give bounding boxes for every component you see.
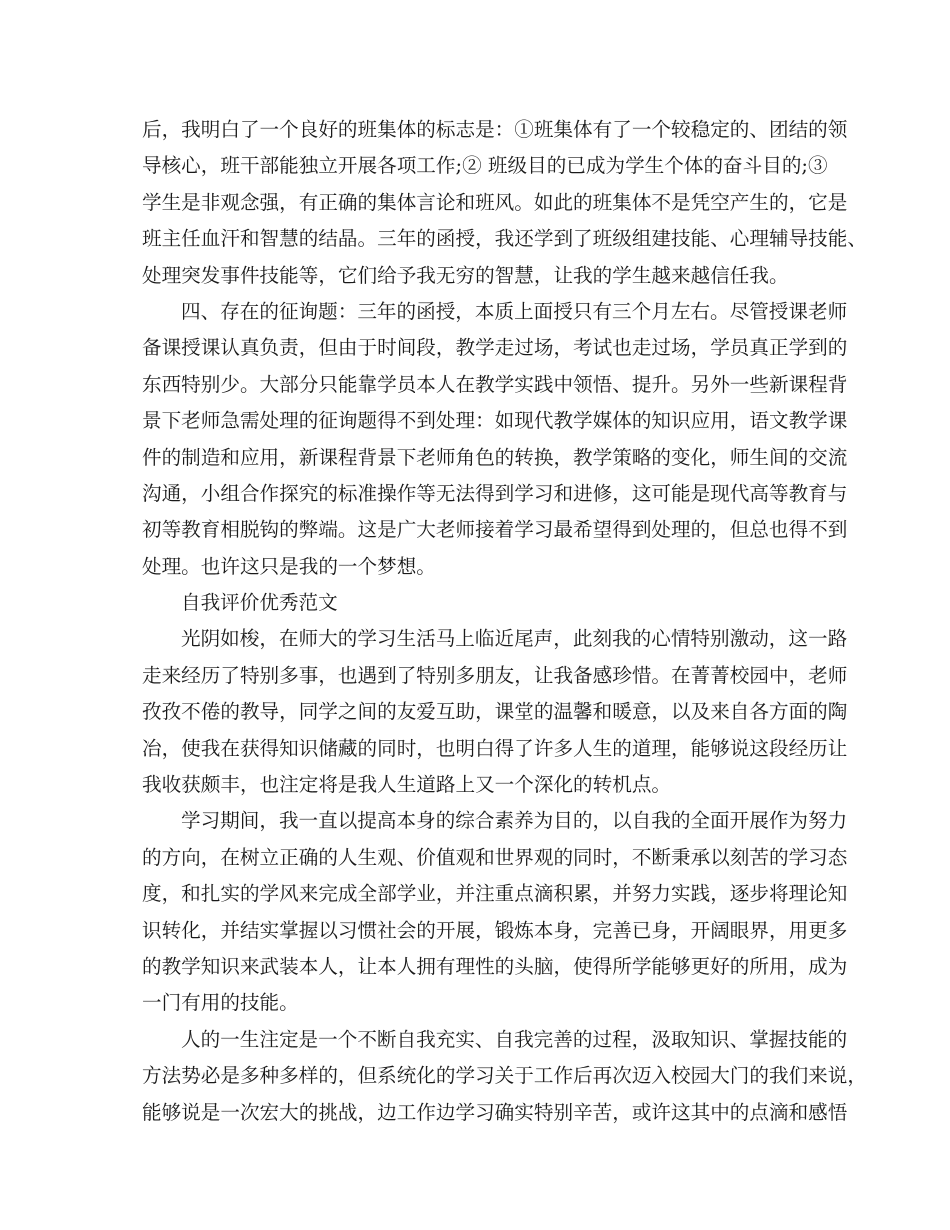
text-line: 处理突发事件技能等，它们给予我无穷的智慧，让我的学生越来越信任我。 bbox=[142, 263, 789, 287]
text-line: 后，我明白了一个良好的班集体的标志是：①班集体有了一个较稳定的、团结的领 bbox=[142, 118, 848, 141]
paragraph-start-line: 人的一生注定是一个不断自我充实、自我完善的过程，汲取知识、掌握技能的 bbox=[181, 1027, 848, 1051]
text-line: 一门有用的技能。 bbox=[142, 991, 299, 1015]
document-body bbox=[142, 112, 867, 1131]
text-line: 班主任血汗和智慧的结晶。三年的函授，我还学到了班级组建技能、心理辅导技能、 bbox=[142, 227, 867, 251]
text-line: 件的制造和应用，新课程背景下老师角色的转换，教学策略的变化，师生间的交流 bbox=[142, 445, 848, 469]
text-line: 方法势必是多种多样的，但系统化的学习关于工作后再次迈入校园大门的我们来说， bbox=[142, 1064, 867, 1088]
paragraph-start-line: 学习期间，我一直以提高本身的综合素养为目的，以自我的全面开展作为努力 bbox=[181, 809, 848, 833]
text-line: 沟通，小组合作探究的标准操作等无法得到学习和进修，这可能是现代高等教育与 bbox=[142, 481, 848, 505]
text-line: 处理。也许这只是我的一个梦想。 bbox=[142, 554, 436, 578]
text-line: 识转化，并结实掌握以习惯社会的开展，锻炼本身，完善已身，开阔眼界，用更多 bbox=[142, 918, 848, 942]
text-line: 孜孜不倦的教导，同学之间的友爱互助，课堂的温馨和暖意，以及来自各方面的陶 bbox=[142, 700, 848, 724]
text-line: 东西特别少。大部分只能靠学员本人在教学实践中领悟、提升。另外一些新课程背 bbox=[142, 372, 848, 396]
text-line: 初等教育相脱钩的弊端。这是广大老师接着学习最希望得到处理的，但总也得不到 bbox=[142, 518, 848, 542]
text-line: 的方向，在树立正确的人生观、价值观和世界观的同时，不断秉承以刻苦的学习态 bbox=[142, 845, 848, 869]
text-line: 冶，使我在获得知识储藏的同时，也明白得了许多人生的道理，能够说这段经历让 bbox=[142, 736, 848, 760]
paragraph-start-line: 光阴如梭，在师大的学习生活马上临近尾声，此刻我的心情特别激动，这一路 bbox=[181, 627, 848, 651]
section-heading: 自我评价优秀范文 bbox=[181, 591, 338, 615]
text-line: 景下老师急需处理的征询题得不到处理：如现代教学媒体的知识应用，语文教学课 bbox=[142, 409, 848, 433]
text-line: 的教学知识来武装本人，让本人拥有理性的头脑，使得所学能够更好的所用，成为 bbox=[142, 954, 848, 978]
text-line: 能够说是一次宏大的挑战，边工作边学习确实特别辛苦，或许这其中的点滴和感悟 bbox=[142, 1100, 848, 1124]
text-line: 备课授课认真负责，但由于时间段，教学走过场，考试也走过场，学员真正学到的 bbox=[142, 336, 848, 360]
text-line: 学生是非观念强，有正确的集体言论和班风。如此的班集体不是凭空产生的，它是 bbox=[142, 190, 848, 214]
text-line: 导核心，班干部能独立开展各项工作;② 班级目的已成为学生个体的奋斗目的;③ bbox=[142, 154, 828, 178]
paragraph-start-line: 四、存在的征询题：三年的函授，本质上面授只有三个月左右。尽管授课老师 bbox=[181, 299, 848, 323]
text-line: 度，和扎实的学风来完成全部学业，并注重点滴积累，并努力实践，逐步将理论知 bbox=[142, 882, 848, 906]
text-line: 我收获颇丰，也注定将是我人生道路上又一个深化的转机点。 bbox=[142, 773, 672, 797]
text-line: 走来经历了特别多事，也遇到了特别多朋友，让我备感珍惜。在菁菁校园中，老师 bbox=[142, 663, 848, 687]
